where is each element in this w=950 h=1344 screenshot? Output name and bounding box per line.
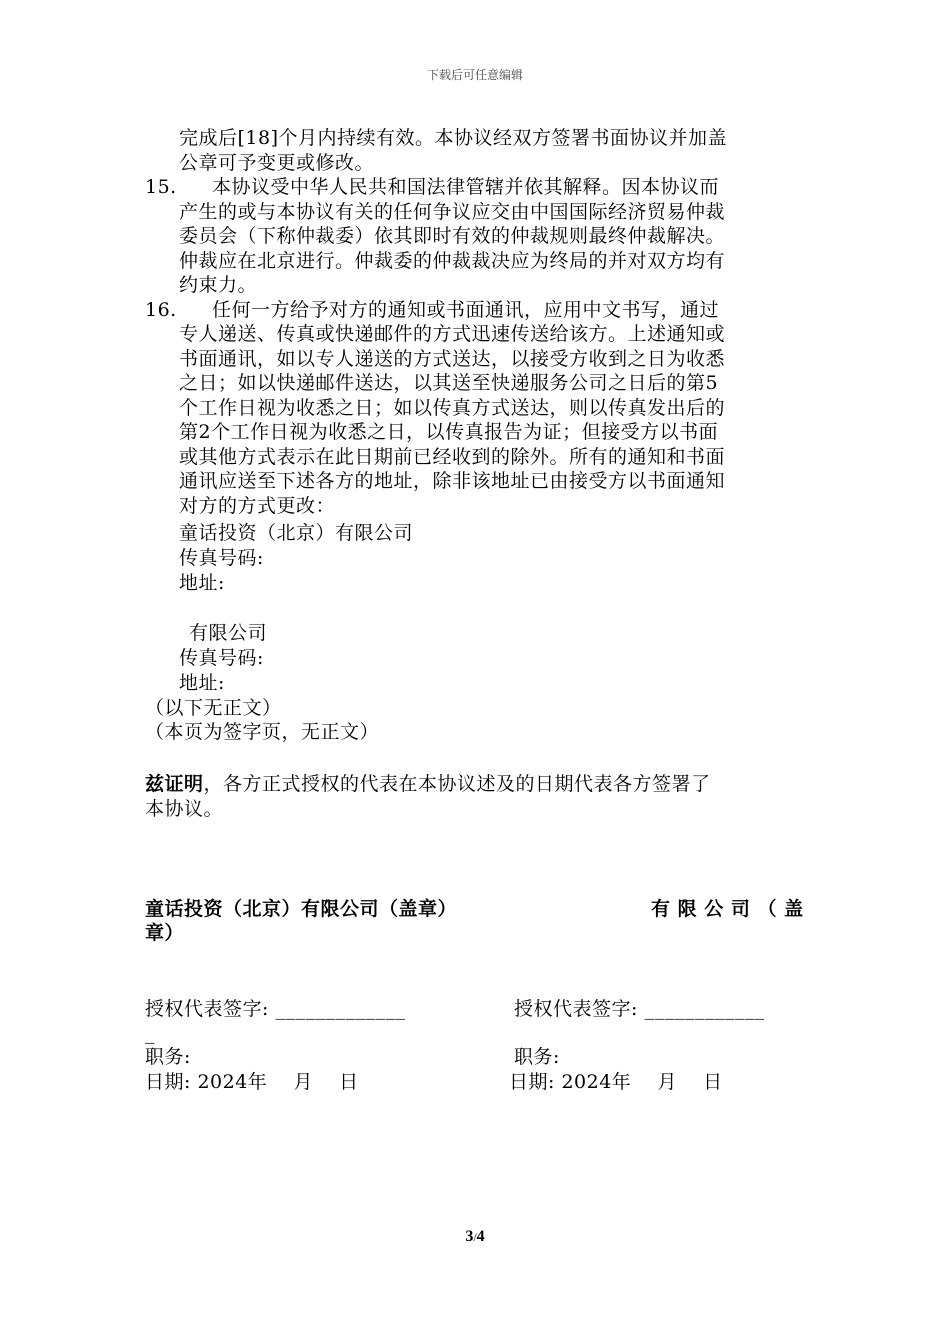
left-date: 日期: 2024年 月 日	[145, 1071, 359, 1093]
clause-15-line-3: 委员会（下称仲裁委）依其即时有效的仲裁规则最终仲裁解决。	[179, 225, 726, 247]
clause-16-line-8: 通讯应送至下述各方的地址，除非该地址已由接受方以书面通知	[179, 470, 726, 492]
left-title-label: 职务:	[145, 1046, 191, 1068]
party-a-address-label: 地址:	[179, 572, 225, 594]
clause-16-line-1: 任何一方给予对方的通知或书面通讯，应用中文书写，通过	[212, 299, 720, 321]
witness-line-2: 本协议。	[145, 798, 224, 820]
clause-15-line-2: 产生的或与本协议有关的任何争议应交由中国国际经济贸易仲裁	[179, 201, 726, 223]
clause-16-line-7: 或其他方式表示在此日期前已经收到的除外。所有的通知和书面	[179, 446, 726, 468]
right-company-seal-cont: 章）	[145, 922, 185, 944]
witness-text: ，各方正式授权的代表在本协议述及的日期代表各方签署了	[203, 773, 711, 795]
right-company-seal: 有 限 公 司 （ 盖	[651, 898, 804, 920]
signature-page-note: （本页为签字页，无正文）	[145, 721, 380, 743]
clause-16-line-3: 书面通讯，如以专人递送的方式送达，以接受方收到之日为收悉	[179, 348, 726, 370]
left-authorized-signature: 授权代表签字: _____________	[145, 998, 406, 1020]
page-number	[0, 1228, 950, 1246]
clause-16-number: 16.	[145, 299, 177, 321]
right-date: 日期: 2024年 月 日	[509, 1071, 723, 1093]
page-current: 3	[465, 1228, 474, 1245]
witness-line-1	[145, 772, 711, 797]
clause-15-line-4: 仲裁应在北京进行。仲裁委的仲裁裁决应为终局的并对双方均有	[179, 250, 726, 272]
clause-14-line-2: 公章可予变更或修改。	[179, 152, 375, 174]
page-header: 下载后可任意编辑	[426, 68, 523, 82]
clause-15-line-1: 本协议受中华人民共和国法律管辖并依其解释。因本协议而	[212, 176, 720, 198]
witness-bold-text: 兹证明	[145, 773, 204, 795]
clause-16-line-9: 对方的方式更改：	[179, 495, 336, 517]
right-title-label: 职务:	[514, 1046, 560, 1068]
page-separator: /	[473, 1230, 477, 1244]
party-b-address-label: 地址:	[179, 672, 225, 694]
right-authorized-signature: 授权代表签字: ____________	[514, 998, 765, 1020]
party-b-name: 有限公司	[189, 622, 268, 644]
clause-14-line-1: 完成后[18]个月内持续有效。本协议经双方签署书面协议并加盖	[179, 127, 728, 149]
clause-16-line-2: 专人递送、传真或快递邮件的方式迅速传送给该方。上述通知或	[179, 323, 726, 345]
party-a-name: 童话投资（北京）有限公司	[179, 522, 414, 544]
clause-16-line-4: 之日；如以快递邮件送达，以其送至快递服务公司之日后的第5	[179, 372, 719, 394]
clause-16-line-5: 个工作日视为收悉之日；如以传真方式送达，则以传真发出后的	[179, 397, 726, 419]
party-b-fax-label: 传真号码:	[179, 647, 264, 669]
clause-15-number: 15.	[145, 176, 177, 198]
no-text-below-note: （以下无正文）	[145, 697, 282, 719]
page-total: 4	[476, 1228, 485, 1245]
left-company-seal: 童话投资（北京）有限公司（盖章）	[145, 898, 458, 920]
party-a-fax-label: 传真号码:	[179, 547, 264, 569]
clause-15-line-5: 约束力。	[179, 274, 258, 296]
clause-16-line-6: 第2个工作日视为收悉之日，以传真报告为证；但接受方以书面	[179, 421, 719, 443]
left-signature-line-cont: _	[145, 1022, 155, 1044]
